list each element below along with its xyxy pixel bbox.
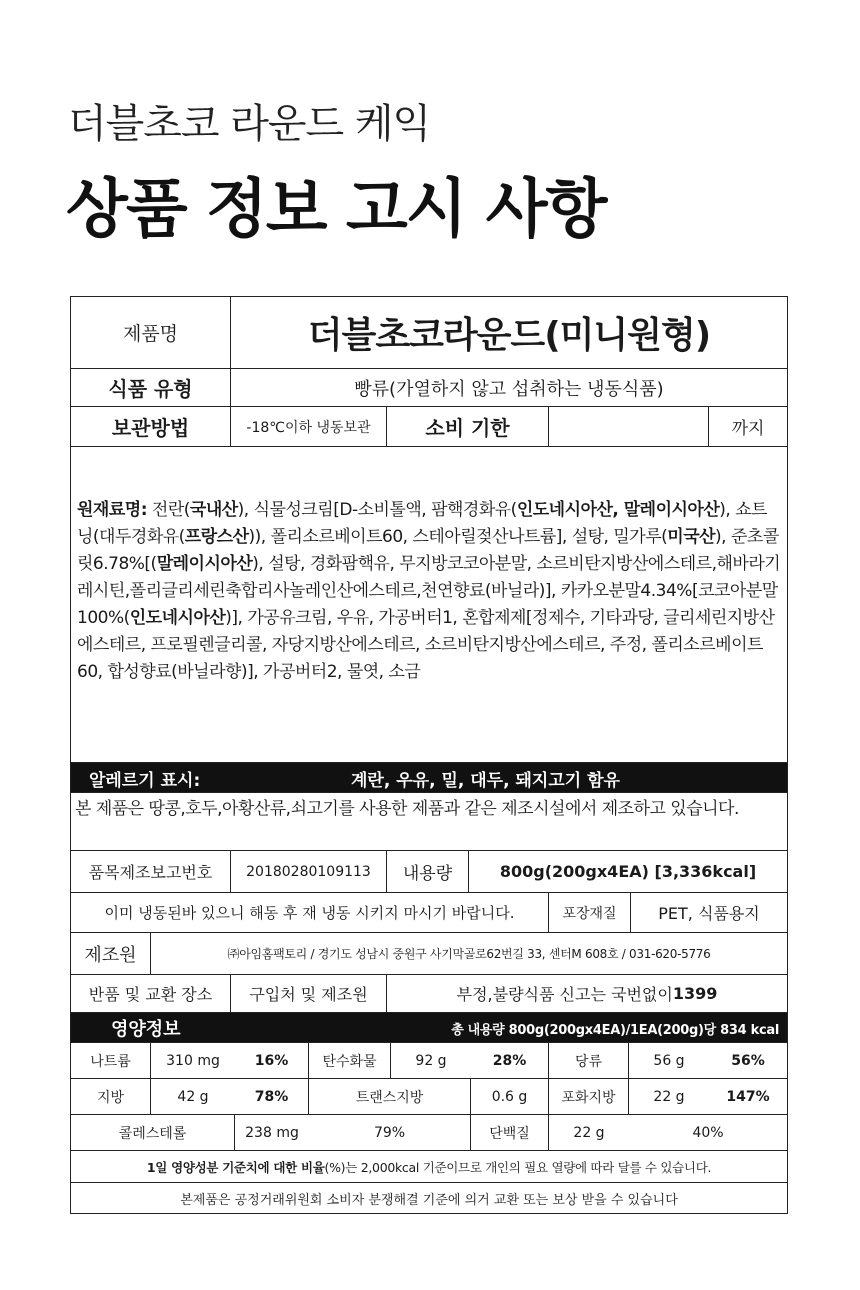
packaging-label: 포장재질: [549, 893, 631, 932]
food-type-value: 빵류(가열하지 않고 섭취하는 냉동식품): [354, 378, 664, 400]
ingredient-segment: 인도네시아산: [129, 608, 226, 628]
product-info-table: [70, 296, 788, 1214]
row-storage: [71, 407, 787, 447]
nutrient-cholesterol-amount: 238 mg: [245, 1124, 299, 1141]
row-nutrition-3: [71, 1115, 787, 1151]
nutrient-carbs-amount: 92 g: [415, 1052, 447, 1069]
until-label: 까지: [731, 419, 765, 439]
defective-report-text: 부정,불량식품 신고는 국번없이: [456, 985, 673, 1004]
ingredients-label: 원재료명:: [77, 500, 147, 520]
row-food-type: [71, 369, 787, 407]
allergy-value: 계란, 우유, 밀, 대두, 돼지고기 함유: [351, 770, 620, 791]
ingredient-segment: 전란(: [147, 500, 190, 520]
nutrition-label: 영양정보: [111, 1019, 181, 1040]
footnote-rest: (%)는 2,000kcal 기준이므로 개인의 필요 열량에 따라 달를 수 있습니다.: [324, 1159, 712, 1175]
cross-contamination-notice: 본 제품은 땅콩,호두,아황산류,쇠고기를 사용한 제품과 같은 제조시설에서 제조하고 있습니다.: [75, 799, 739, 819]
ingredient-segment: 인도네시아산, 말레이시아산: [516, 500, 720, 520]
storage-value: -18℃이하 냉동보관: [231, 407, 387, 446]
nutrient-sugars-name: 당류: [549, 1043, 629, 1078]
nutrient-satfat-name: 포화지방: [549, 1079, 629, 1114]
row-refreeze: [71, 893, 787, 933]
nutrient-sodium-pct: 16%: [235, 1043, 309, 1078]
nutrient-satfat-amount: 22 g: [653, 1088, 685, 1105]
manufacturer-label: 제조원: [71, 933, 151, 974]
nutrient-fat-name: 지방: [71, 1079, 151, 1114]
product-name-label: 제품명: [71, 297, 231, 368]
nutrient-carbs-name: 탄수화물: [309, 1043, 391, 1078]
food-type-label: 식품 유형: [71, 369, 231, 406]
content-value: 800g(200gx4EA) [3,336kcal]: [499, 862, 757, 881]
page-subtitle: 더블초코 라운드 케익: [68, 101, 431, 147]
nutrient-sugars-pct: 56%: [731, 1052, 765, 1069]
nutrient-transfat-amount: 0.6 g: [471, 1079, 549, 1114]
ingredient-segment: 국내산: [189, 500, 238, 520]
row-cross-notice: [71, 793, 787, 851]
row-nutrition-header: [71, 1013, 787, 1043]
refreeze-notice: 이미 냉동된바 있으니 해동 후 재 냉동 시키지 마시기 바랍니다.: [71, 893, 549, 932]
row-ingredients: [71, 447, 787, 763]
row-nutrition-footnote: [71, 1151, 787, 1183]
ingredients-list: [77, 500, 780, 682]
ingredient-segment: )], 가공유크림, 우유, 가공버터1, 혼합제제[정제수, 기타과당, 글리세린지방산에스테르, 프로필렌글리콜, 자당지방산에스테르, 소르비탄지방산에스테르, 주정, 폴리소르베이트60, 합성향료(바닐라향)], 가공버터2, 물엿, 소금: [77, 608, 775, 682]
defective-report-number: 1399: [672, 984, 718, 1003]
nutrient-sugars-amount: 56 g: [653, 1052, 685, 1069]
row-nutrition-1: [71, 1043, 787, 1079]
report-number-value: 20180280109113: [231, 851, 387, 892]
ingredient-segment: )), 폴리소르베이트60, 스테아릴젖산나트륨], 설탕, 밀가루(: [248, 527, 668, 547]
returns-value: 구입처 및 제조원: [231, 975, 387, 1012]
row-manufacturer: [71, 933, 787, 975]
product-name-value: 더블초코라운드(미니원형): [307, 315, 711, 356]
ingredients-text: [77, 497, 781, 686]
nutrient-transfat-name: 트랜스지방: [309, 1079, 471, 1114]
defective-report: [387, 975, 787, 1012]
ingredient-segment: ), 설탕, 경화팜핵유, 무지방코코아분말, 소르비탄지방산에스테르,해바라기레시틴,폴리글리세린축합리사놀레인산에스테르,천연향료(바닐라)], 카카오분말4.34%[코코아분말100%(: [77, 554, 781, 628]
page-title: 상품 정보 고시 사항: [66, 173, 606, 247]
footnote-bold: 1일 영양성분 기준치에 대한 비율: [146, 1159, 325, 1175]
row-product-name: [71, 297, 787, 369]
nutrition-footnote: [71, 1151, 787, 1182]
content-label: 내용량: [387, 851, 469, 892]
nutrient-carbs-pct: 28%: [471, 1043, 549, 1078]
row-report-number: [71, 851, 787, 893]
nutrient-protein-pct: 40%: [692, 1124, 724, 1141]
returns-label: 반품 및 교환 장소: [71, 975, 231, 1012]
nutrient-sodium-amount: 310 mg: [166, 1052, 220, 1069]
expiry-value: [549, 407, 709, 446]
nutrient-protein-name: 단백질: [471, 1115, 549, 1150]
compensation-notice: 본제품은 공정거래위원회 소비자 분쟁해결 기준에 의거 교환 또는 보상 받을 수 있습니다: [180, 1192, 678, 1208]
report-number-label: 품목제조보고번호: [71, 851, 231, 892]
nutrient-fat-pct: 78%: [235, 1079, 309, 1114]
nutrient-fat-amount: 42 g: [177, 1088, 209, 1105]
nutrient-satfat-pct: 147%: [726, 1088, 770, 1105]
nutrient-cholesterol-name: 콜레스테롤: [71, 1115, 235, 1150]
ingredient-segment: 프랑스산: [184, 527, 249, 547]
allergy-label: 알레르기 표시:: [89, 770, 201, 791]
storage-label: 보관방법: [71, 407, 231, 446]
row-footer: [71, 1183, 787, 1213]
nutrient-cholesterol-pct: 79%: [309, 1115, 471, 1150]
ingredient-segment: 말레이시아산: [156, 554, 253, 574]
manufacturer-value: ㈜아임홈팩토리 / 경기도 성남시 중원구 사기막골로62번길 33, 센터M 608호 / 031-620-5776: [227, 947, 711, 961]
nutrient-sodium-name: 나트륨: [71, 1043, 151, 1078]
packaging-value: PET, 식품용지: [658, 904, 760, 923]
nutrient-protein-amount: 22 g: [573, 1124, 605, 1141]
expiry-label: 소비 기한: [387, 407, 549, 446]
ingredient-segment: ), 식물성크림[D-소비톨액, 팜핵경화유(: [237, 500, 517, 520]
row-allergy: [71, 763, 787, 793]
ingredient-segment: ), 쇼트닝(대두경화유(: [77, 500, 768, 547]
row-returns: [71, 975, 787, 1013]
ingredient-segment: ), 준초콜릿6.78%[(: [77, 527, 779, 574]
nutrition-summary: 총 내용량 800g(200gx4EA)/1EA(200g)당 834 kcal: [451, 1022, 779, 1038]
row-nutrition-2: [71, 1079, 787, 1115]
ingredient-segment: 미국산: [667, 527, 716, 547]
